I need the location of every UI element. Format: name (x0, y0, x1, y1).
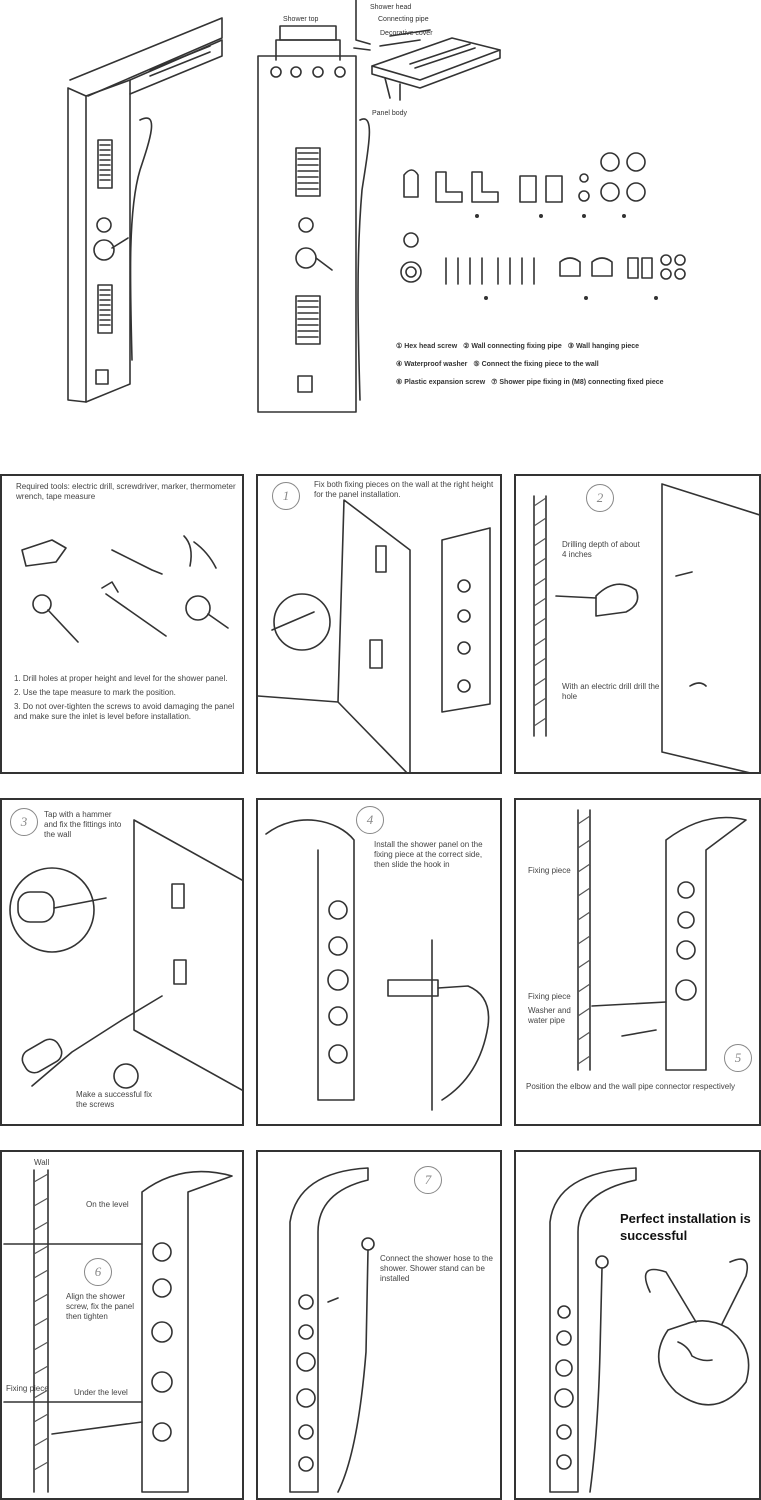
victory-hand-icon (646, 1259, 749, 1405)
panel-step-7 (256, 1150, 502, 1500)
step-text: Install the shower panel on the fixing piece at the correct side, then slide the hook in (374, 840, 483, 869)
panel-step-4 (256, 798, 502, 1126)
step-number: 5 (724, 1044, 752, 1072)
legend-item: ⑤ Connect the fixing piece to the wall (473, 361, 599, 368)
step-number: 2 (586, 484, 614, 512)
tools-illustration (2, 476, 244, 774)
note: 2. Use the tape measure to mark the position. (14, 688, 176, 697)
legend-item: ④ Waterproof washer (396, 361, 468, 368)
hardware-parts (401, 153, 685, 300)
label-washer: Washer and water pipe (528, 1006, 571, 1025)
label-connecting-pipe: Connecting pipe (378, 16, 429, 23)
label-shower-top: Shower top (283, 16, 319, 23)
step-number: 1 (272, 482, 300, 510)
label-wall: Wall (34, 1158, 50, 1167)
step-caption: With an electric drill drill the hole (562, 682, 660, 701)
drill-icon (22, 540, 66, 566)
panel-step-8 (514, 1150, 761, 1500)
note: 3. Do not over-tighten the screws to avoid damaging the panel and make sure the inlet is level before installation. (14, 702, 235, 721)
step-text: Position the elbow and the wall pipe connector respectively (526, 1082, 736, 1091)
pliers-icon (184, 536, 216, 568)
legend-item: ② Wall connecting fixing pipe (463, 343, 562, 350)
label-fixing-piece: Fixing piece (6, 1384, 49, 1393)
step-caption: Make a successful fix the screws (76, 1090, 153, 1109)
hammer-icon (18, 892, 54, 922)
screwdriver-icon (32, 996, 162, 1086)
step-text: Fix both fixing pieces on the wall at the right height for the panel installation. (314, 480, 494, 499)
step-text: Drilling depth of about 4 inches (562, 540, 640, 559)
step-number: 4 (356, 806, 384, 834)
panel-step-1 (256, 474, 502, 774)
step-text: Connect the shower hose to the shower. Shower stand can be installed (380, 1254, 493, 1283)
legend-item: ⑥ Plastic expansion screw (396, 379, 486, 386)
step-number: 7 (414, 1166, 442, 1194)
step-text: Align the shower screw, fix the panel then tighten (66, 1292, 135, 1321)
panel-step-2 (514, 474, 761, 774)
legend-item: ① Hex head screw (396, 343, 458, 350)
label-under-level: Under the level (74, 1388, 128, 1397)
label-on-level: On the level (86, 1200, 129, 1209)
step1-illustration (258, 476, 502, 774)
legend-item: ③ Wall hanging piece (567, 343, 640, 350)
panel-tools (0, 474, 244, 774)
parts-legend (396, 342, 726, 386)
shower-top-detail (354, 0, 500, 100)
label-shower-head: Shower head (370, 4, 412, 11)
step-number: 6 (84, 1258, 112, 1286)
label-decorative-cover: Decorative cover (380, 30, 433, 37)
step7-illustration (258, 1152, 502, 1500)
success-message: Perfect installation is successful (620, 1211, 751, 1243)
wrench-icon (33, 595, 78, 642)
label-fixing-piece-bottom: Fixing piece (528, 992, 571, 1001)
shower-panel-front-view (68, 18, 222, 402)
adjustable-wrench-icon (102, 582, 166, 636)
step3-illustration (2, 800, 244, 1126)
panel-step-3 (0, 798, 244, 1126)
step6-illustration (2, 1152, 244, 1500)
tape-measure-icon (186, 596, 228, 628)
step-text: Tap with a hammer and fix the fittings into the wall (44, 810, 122, 839)
screwdriver-icon (112, 550, 162, 574)
legend-item: ⑦ Shower pipe fixing in (M8) connecting fixed piece (491, 379, 664, 386)
label-panel-body: Panel body (372, 110, 408, 117)
step2-illustration (516, 476, 761, 774)
step-number: 3 (10, 808, 38, 836)
step4-illustration (258, 800, 502, 1126)
panel-step-6 (0, 1150, 244, 1500)
note: 1. Drill holes at proper height and level for the shower panel. (14, 674, 228, 683)
step8-illustration (516, 1152, 761, 1500)
overview-section (0, 0, 761, 440)
label-fixing-piece-top: Fixing piece (528, 866, 571, 875)
tools-notes (14, 674, 236, 722)
step5-illustration (516, 800, 761, 1126)
tools-heading: Required tools: electric drill, screwdriver, marker, thermometer wrench, tape measure (16, 482, 236, 501)
panel-step-5 (514, 798, 761, 1126)
shower-panel-flat-view (258, 26, 369, 412)
